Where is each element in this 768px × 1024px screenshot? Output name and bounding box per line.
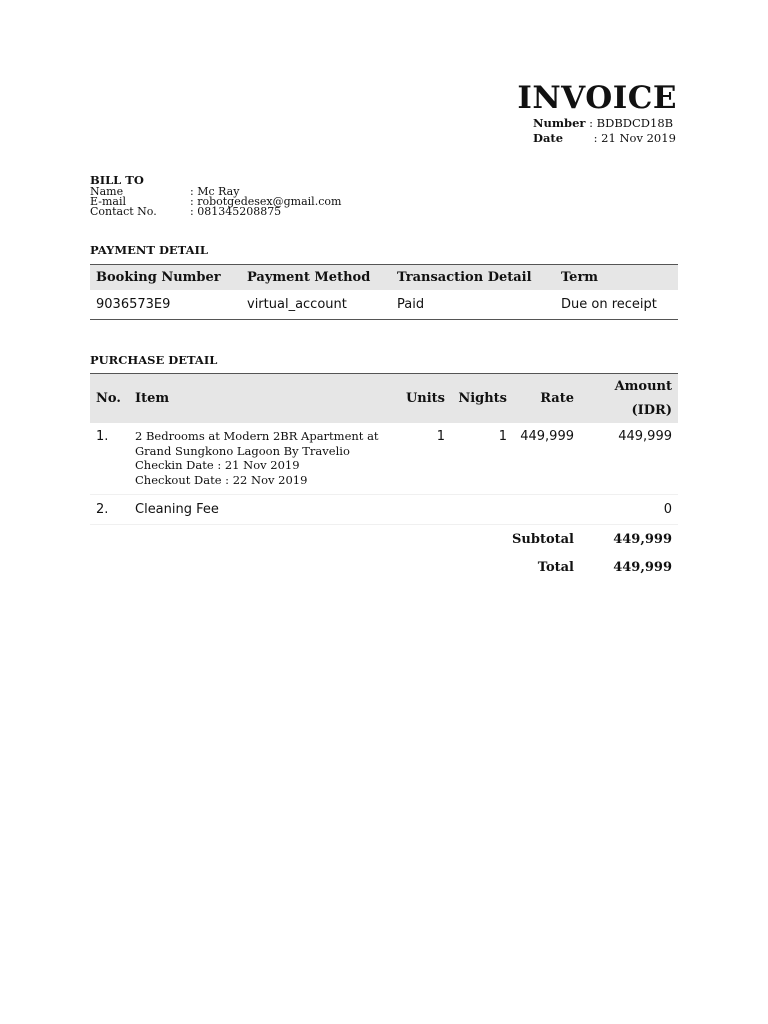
- bill-to-contact-value: : 081345208875: [190, 205, 282, 218]
- invoice-date-value: : 21 Nov 2019: [593, 130, 676, 145]
- payment-detail-table: [90, 264, 678, 320]
- header-units: Units: [405, 391, 445, 406]
- item-checkin: Checkin Date : 21 Nov 2019: [135, 458, 300, 472]
- total-label: Total: [537, 559, 574, 575]
- subtotal-row: [90, 525, 678, 554]
- item-desc-line: 2 Bedrooms at Modern 2BR Apartment at: [135, 429, 379, 443]
- invoice-number-value: : BDBDCD18B: [589, 116, 674, 130]
- invoice-meta: [533, 116, 676, 145]
- total-row: [90, 553, 678, 581]
- header-amount-line2: (IDR): [631, 402, 672, 418]
- header-amount: [580, 374, 678, 424]
- bill-to-section: [90, 174, 341, 217]
- bill-to-email-label: E-mail: [90, 195, 126, 208]
- bill-to-name-value: : Mc Ray: [190, 185, 240, 198]
- payment-detail-title: PAYMENT DETAIL: [90, 243, 208, 257]
- header-transaction-detail: Transaction Detail: [397, 270, 532, 285]
- item-rate-empty: [513, 495, 580, 525]
- bill-to-contact-row: [90, 207, 341, 217]
- total-value: 449,999: [613, 559, 672, 575]
- item-no: 1.: [90, 423, 129, 495]
- item-nights-empty: [451, 495, 513, 525]
- bill-to-email-value: : robotgedesex@gmail.com: [190, 195, 342, 208]
- payment-header-row: [90, 265, 678, 291]
- item-name: Cleaning Fee: [129, 495, 399, 525]
- payment-row: [90, 290, 678, 320]
- item-rate: 449,999: [513, 423, 580, 495]
- item-checkout: Checkout Date : 22 Nov 2019: [135, 472, 308, 487]
- header-amount-line1: Amount: [614, 378, 672, 394]
- header-no: No.: [96, 391, 121, 406]
- invoice-date-row: [533, 131, 676, 146]
- purchase-detail-table: [90, 373, 678, 581]
- term: Due on receipt: [555, 290, 678, 320]
- invoice-date-label: Date: [533, 130, 564, 145]
- purchase-header-row: [90, 374, 678, 424]
- item-desc-line: Grand Sungkono Lagoon By Travelio: [135, 443, 350, 458]
- invoice-number-label: Number: [533, 116, 586, 130]
- bill-to-name-label: Name: [90, 185, 124, 198]
- header-item: Item: [135, 391, 170, 406]
- header-payment-method: Payment Method: [247, 270, 371, 285]
- table-row: [90, 495, 678, 525]
- item-units: 1: [399, 423, 451, 495]
- item-description: [129, 423, 399, 495]
- payment-method: virtual_account: [241, 290, 391, 320]
- booking-number: 9036573E9: [90, 290, 241, 320]
- invoice-title: INVOICE: [517, 80, 677, 116]
- header-term: Term: [561, 270, 599, 285]
- transaction-detail: Paid: [391, 290, 555, 320]
- bill-to-heading: BILL TO: [90, 173, 144, 187]
- item-units-empty: [399, 495, 451, 525]
- table-row: [90, 423, 678, 495]
- item-no: 2.: [90, 495, 129, 525]
- invoice-number-row: [533, 116, 676, 131]
- subtotal-value: 449,999: [613, 531, 672, 547]
- header-nights: Nights: [458, 391, 507, 406]
- item-nights: 1: [451, 423, 513, 495]
- header-rate: Rate: [540, 391, 574, 406]
- bill-to-contact-label: Contact No.: [90, 205, 157, 218]
- subtotal-label: Subtotal: [512, 531, 574, 547]
- purchase-detail-title: PURCHASE DETAIL: [90, 353, 218, 367]
- item-amount: 0: [580, 495, 678, 525]
- header-booking-number: Booking Number: [96, 270, 221, 285]
- item-amount: 449,999: [580, 423, 678, 495]
